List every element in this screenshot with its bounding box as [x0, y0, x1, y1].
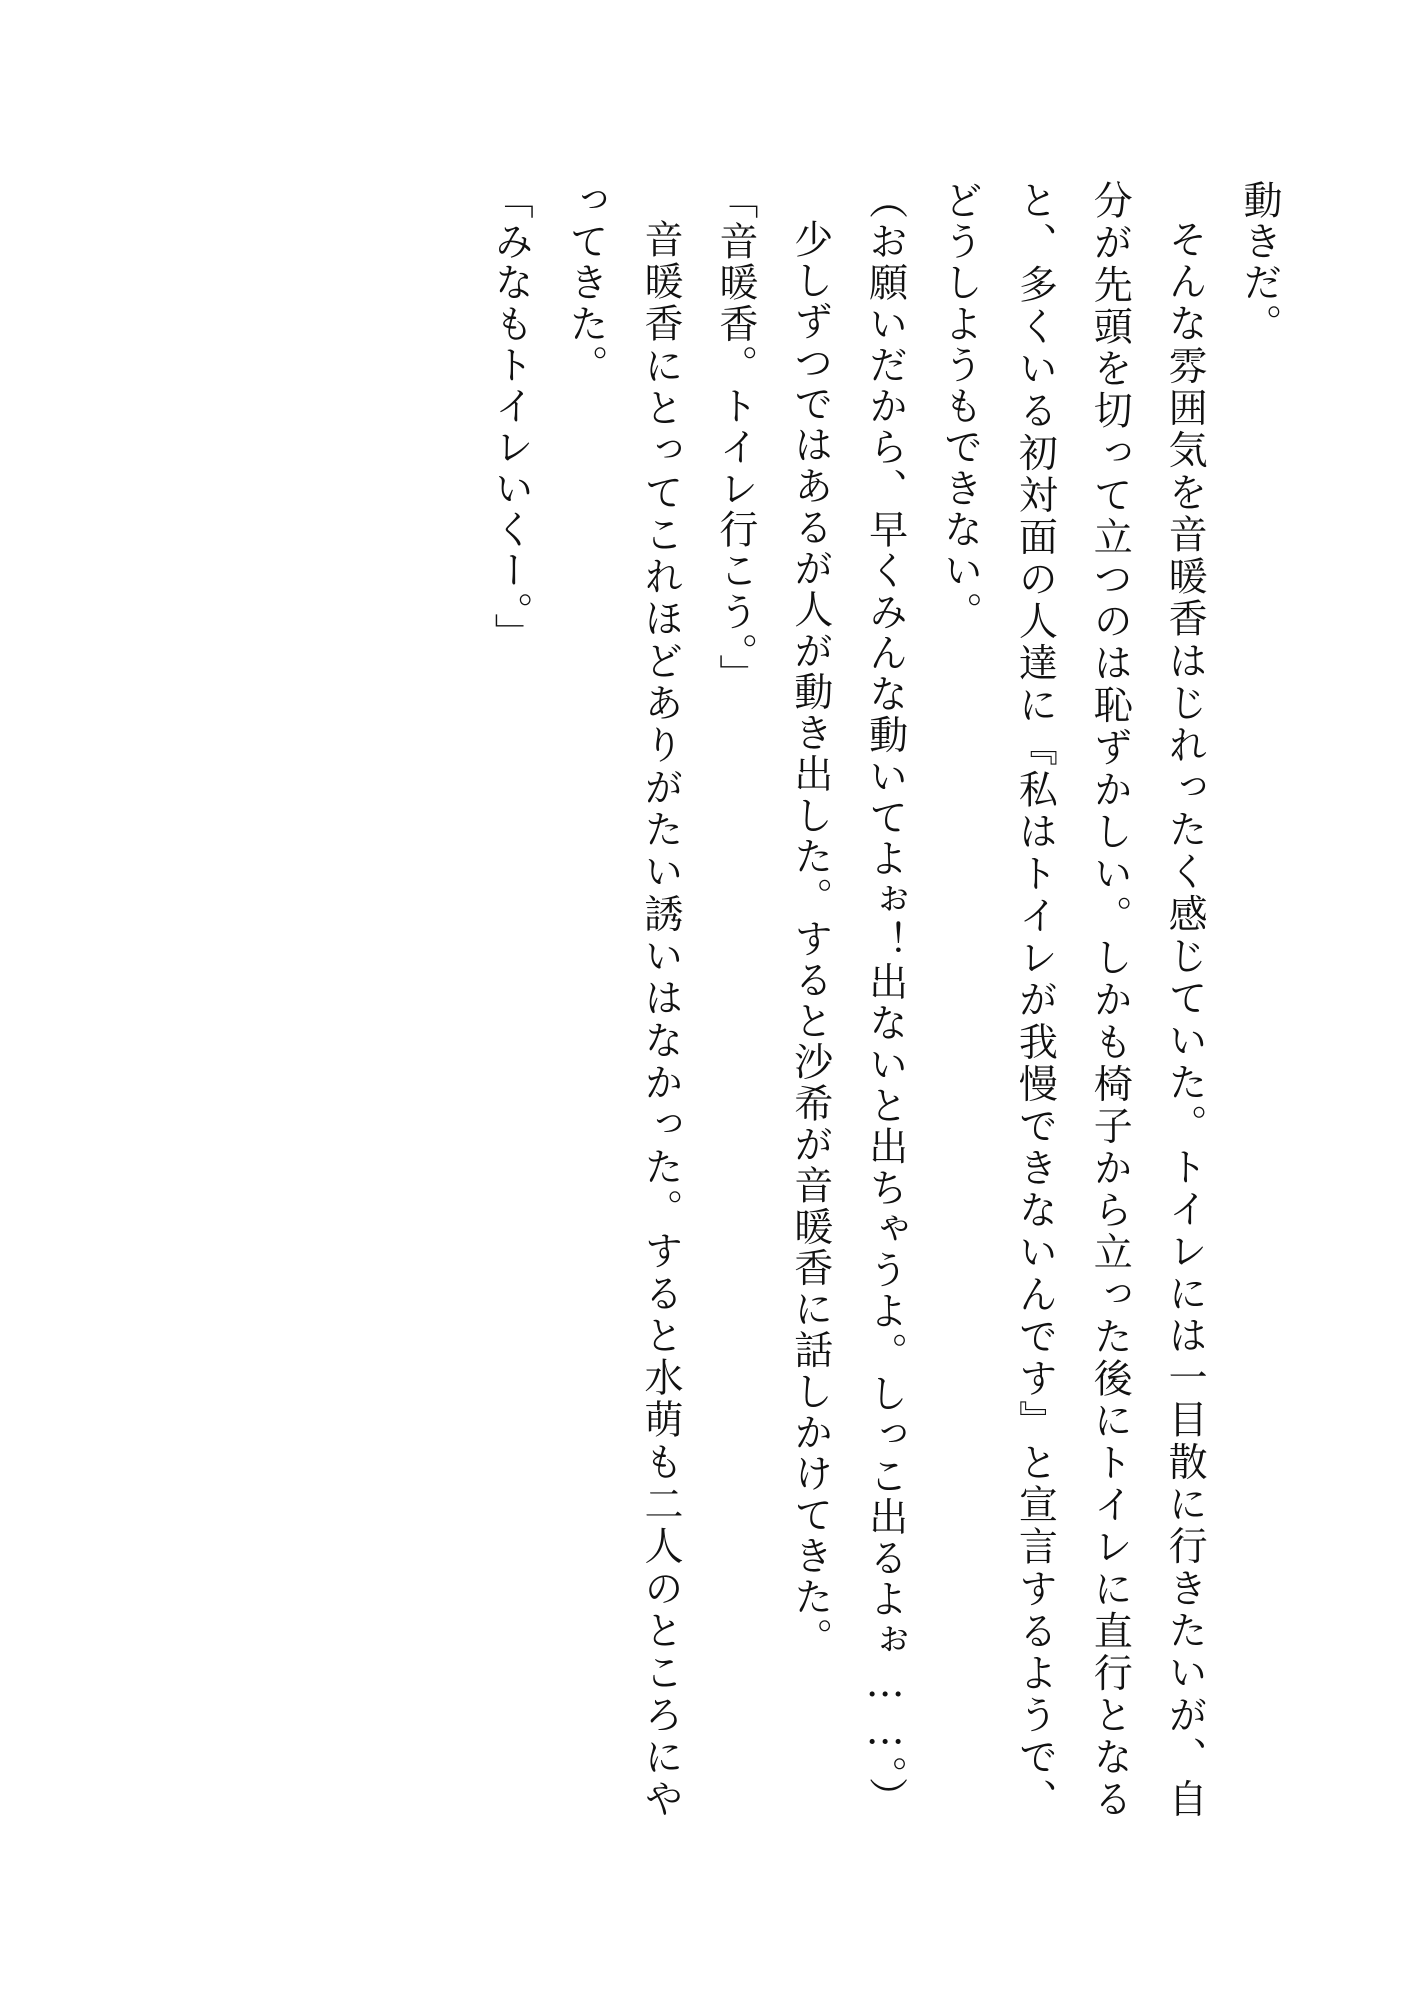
paragraph: そんな雰囲気を音暖香はじれったく感じていた。トイレには一目散に行きたいが、自分が先頭を切って立つのは恥ずかしい。しかも椅子から立った後にトイレに直行となると、多くいる初対面の人達に『私はトイレが我慢できないんです』と宣言するようで、どうしようもできない。: [937, 180, 1208, 1820]
paragraph: 「みなもトイレいくー。」: [488, 180, 534, 655]
paragraph: 動きだ。: [1237, 180, 1282, 345]
vertical-text-body: [110, 180, 1296, 1820]
paragraph: （お願いだから、早くみんな動いてよぉ！出ないと出ちゃうよ。しっこ出るよぉ……。）: [862, 180, 908, 1819]
paragraph: 「音暖香。トイレ行こう。」: [712, 180, 758, 696]
paragraph: 音暖香にとってこれほどありがたい誘いはなかった。すると水萌も二人のところにやってきた。: [563, 180, 683, 1820]
paragraph: 少しずつではあるが人が動き出した。すると沙希が音暖香に話しかけてきた。: [787, 219, 833, 1660]
